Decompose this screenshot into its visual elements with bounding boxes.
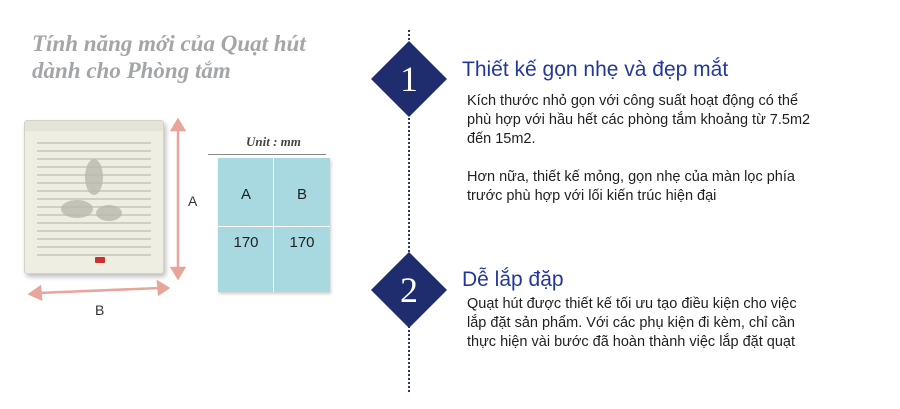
feature-2-title: Dễ lắp đặp bbox=[462, 268, 564, 291]
feature-1-line-4: Hơn nữa, thiết kế mỏng, gọn nhẹ của màn lọc phía bbox=[467, 169, 795, 185]
unit-underline bbox=[208, 154, 326, 155]
feature-2-line-1: Quạt hút được thiết kế tối ưu tạo điều kiện cho việc bbox=[467, 296, 797, 312]
dimension-a-label: A bbox=[188, 193, 198, 209]
feature-1-number: 1 bbox=[400, 59, 418, 99]
feature-2-number: 2 bbox=[400, 270, 418, 310]
feature-1-line-5: trước phù hợp với lối kiến trúc hiện đại bbox=[467, 188, 717, 204]
feature-1-line-3: đến 15m2. bbox=[467, 131, 536, 147]
feature-2-body bbox=[467, 295, 877, 352]
unit-label: Unit : mm bbox=[246, 134, 301, 149]
dimension-b-label: B bbox=[95, 302, 105, 318]
feature-2-line-3: thực hiện vài bước đã hoàn thành việc lắp đặt quạt bbox=[467, 334, 795, 350]
feature-1-body bbox=[467, 92, 877, 206]
table-value-b: 170 bbox=[289, 234, 315, 251]
table-header-a: A bbox=[240, 186, 251, 203]
table-divider-horizontal bbox=[218, 226, 330, 227]
heading-line-1: Tính năng mới của Quạt hút bbox=[32, 31, 306, 56]
heading-line-2: dành cho Phòng tắm bbox=[32, 58, 231, 83]
feature-1-title: Thiết kế gọn nhẹ và đẹp mắt bbox=[462, 58, 729, 81]
table-header-b: B bbox=[296, 186, 307, 203]
table-value-a: 170 bbox=[233, 234, 259, 251]
feature-1-badge bbox=[371, 41, 447, 117]
table-divider-vertical bbox=[273, 158, 274, 292]
spec-table bbox=[218, 158, 330, 292]
feature-1-line-2: phù hợp với hầu hết các phòng tắm khoảng từ 7.5m2 bbox=[467, 112, 811, 128]
feature-2-badge bbox=[371, 252, 447, 328]
feature-2-line-2: lắp đặt sản phẩm. Với các phụ kiện đi kèm, chỉ cần bbox=[467, 315, 795, 331]
feature-1-line-1: Kích thước nhỏ gọn với công suất hoạt động có thể bbox=[467, 93, 799, 109]
